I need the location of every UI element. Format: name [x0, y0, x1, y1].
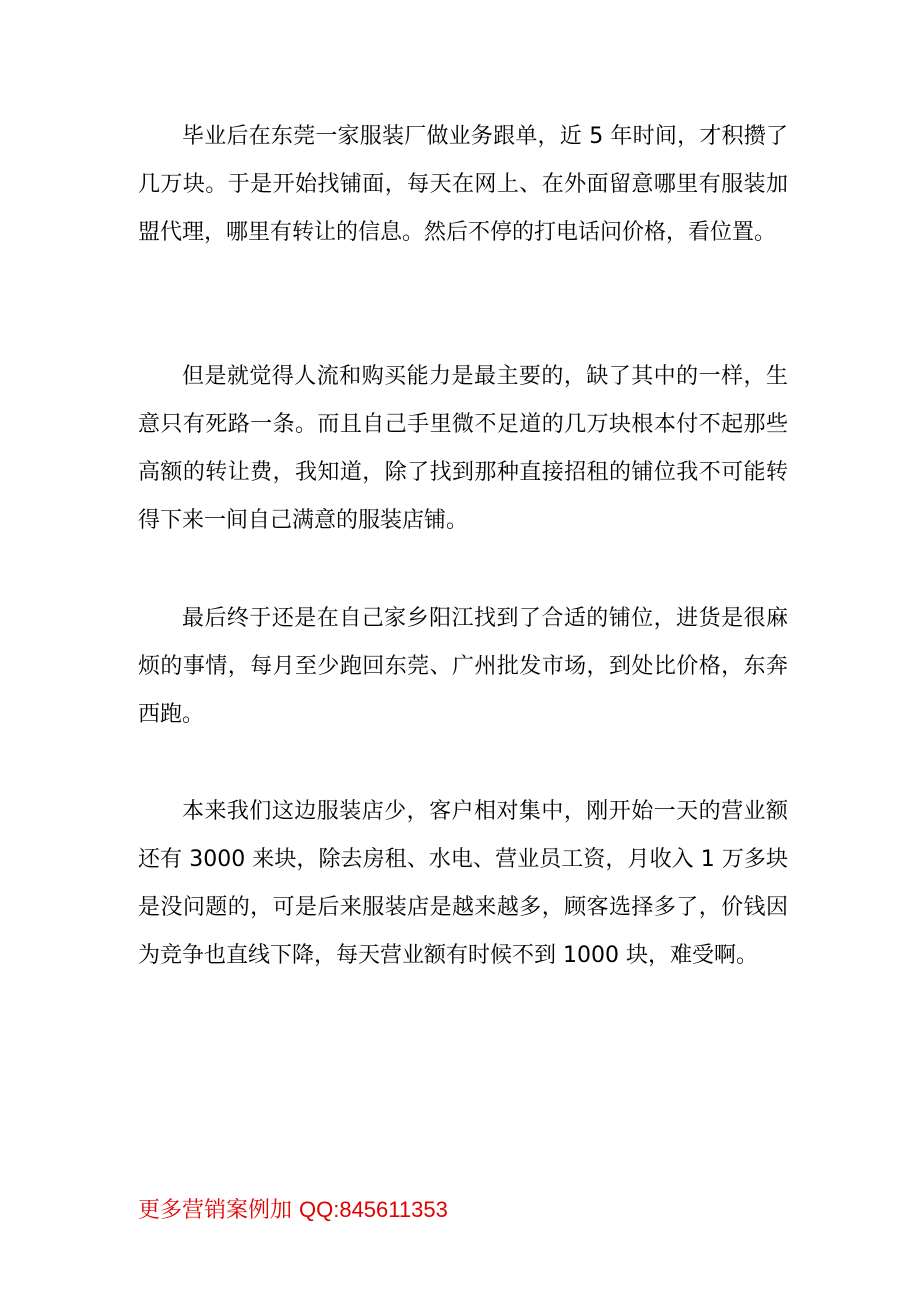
paragraph-1: 毕业后在东莞一家服装厂做业务跟单，近 5 年时间，才积攒了几万块。于是开始找铺面，每天在网上、在外面留意哪里有服装加盟代理，哪里有转让的信息。然后不停的打电话问价格，看位置。 [138, 124, 788, 245]
paragraph-3: 最后终于还是在自己家乡阳江找到了合适的铺位，进货是很麻烦的事情，每月至少跑回东莞、广州批发市场，到处比价格，东奔西跑。 [138, 606, 788, 727]
footer-qq-number: QQ:845611353 [299, 1197, 448, 1222]
footer-promo [138, 1192, 448, 1229]
paragraph-4: 本来我们这边服装店少，客户相对集中，刚开始一天的营业额还有 3000 来块，除去房租、水电、营业员工资，月收入 1 万多块是没问题的，可是后来服装店是越来越多，顾客选择多了，价钱因为竞争也直线下降，每天营业额有时候不到 1000 块，难受啊。 [138, 799, 788, 968]
paragraph-2: 但是就觉得人流和购买能力是最主要的，缺了其中的一样，生意只有死路一条。而且自己手里微不足道的几万块根本付不起那些高额的转让费，我知道，除了找到那种直接招租的铺位我不可能转得下来一间自己满意的服装店铺。 [138, 364, 788, 533]
footer-promo-text: 更多营销案例加 [138, 1198, 299, 1223]
